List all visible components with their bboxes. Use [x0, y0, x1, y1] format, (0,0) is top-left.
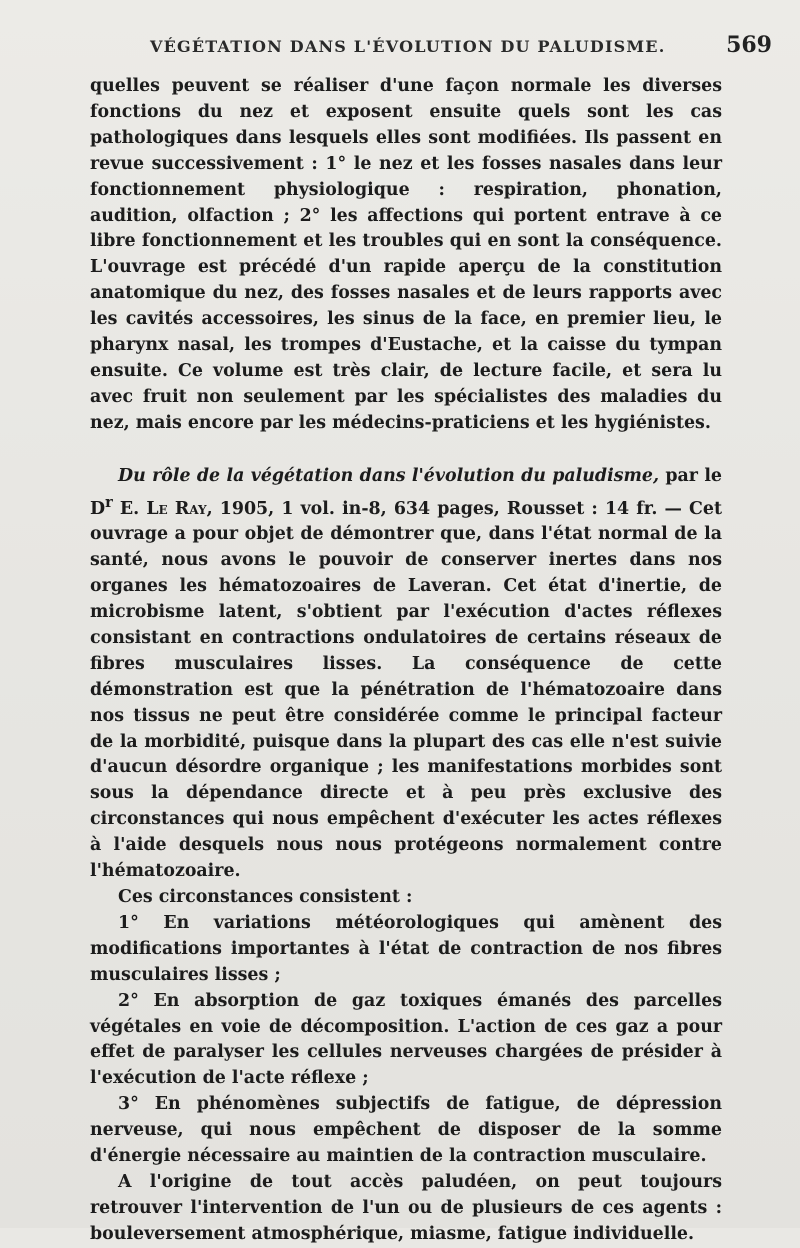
review-body: , 1905, 1 vol. in-8, 634 pages, Rousset : 14 fr. — Cet ouvrage a pour objet de démontrer que, dans l'état normal de la santé, nous avons le pouvoir de conserver inertes dans nos organes les hématozoaires de Laveran. Cet état d'inertie, de microbisme latent, s'obtient par l'exécution d'actes réflexes consistant en contractions ondulatoires de certains réseaux de fibres musculaires lisses. La conséquence de cette démonstration est que la pénétration de l'hématozoaire dans nos tissus ne peut être considérée comme le principal facteur de la morbidité, puisque dans la plupart des cas elle n'est suivie d'aucun désordre organique ; les manifestations morbides sont sous la dépendance directe et à peu près exclusive des circonstances qui nous empêchent d'exécuter les actes réflexes à l'aide desquels nous nous protégeons normalement contre l'hématozoaire. — [90, 498, 722, 882]
paragraph-continuation: quelles peuvent se réaliser d'une façon normale les diverses fonctions du nez et exposent ensuite quels sont les cas pathologiques dans lesquels elles sont modifiées. Ils passent en revue successivement : 1° le nez et les fosses nasales dans leur fonctionnement physiologique : respiration, phonation, audition, olfaction ; 2° les affections qui portent entrave à ce libre fonctionnement et les troubles qui en sont la conséquence. L'ouvrage est précédé d'un rapide aperçu de la constitution anatomique du nez, des fosses nasales et de leurs rapports avec les cavités accessoires, les sinus de la face, en premier lieu, le pharynx nasal, les trompes d'Eustache, et la caisse du tympan ensuite. Ce volume est très clair, de lecture facile, et sera lu avec fruit non seulement par les spécialistes des maladies du nez, mais encore par les médecins-praticiens et les hygiénistes. — [90, 76, 722, 433]
paragraph-circumstances: Ces circonstances consistent : — [118, 886, 413, 907]
author-initial: E. — [112, 498, 147, 519]
paragraph-item-2: 2° En absorption de gaz toxiques émanés des parcelles végétales en voie de décomposition. L'action de ces gaz a pour effet de paralyser les cellules nerveuses chargées de présider à l'exécution de l'acte réflexe ; — [90, 990, 722, 1089]
doctor-superscript: r — [105, 493, 113, 511]
review-by: par le D — [90, 465, 722, 519]
paragraph-item-3: 3° En phénomènes subjectifs de fatigue, de dépression nerveuse, qui nous empêchent de disposer de la somme d'énergie nécessaire au maintien de la contraction musculaire. — [90, 1094, 722, 1167]
paragraph-item-1: 1° En variations météorologiques qui amènent des modifications importantes à l'état de contraction de nos fibres musculaires lisses ; — [90, 912, 722, 985]
book-title: Du rôle de la végétation dans l'évolution du paludisme, — [118, 465, 659, 486]
page-header — [150, 34, 790, 60]
running-title: VÉGÉTATION DANS L'ÉVOLUTION DU PALUDISME. — [150, 37, 666, 56]
page-number: 569 — [726, 32, 772, 58]
paragraph-book-review — [90, 464, 722, 885]
body-text — [90, 74, 722, 1248]
author-name: Le Ray — [146, 498, 207, 519]
paragraph-conclusion: A l'origine de tout accès paludéen, on peut toujours retrouver l'intervention de l'un ou de plusieurs de ces agents : bouleversement atmosphérique, miasme, fatigue individuelle. — [90, 1171, 722, 1244]
